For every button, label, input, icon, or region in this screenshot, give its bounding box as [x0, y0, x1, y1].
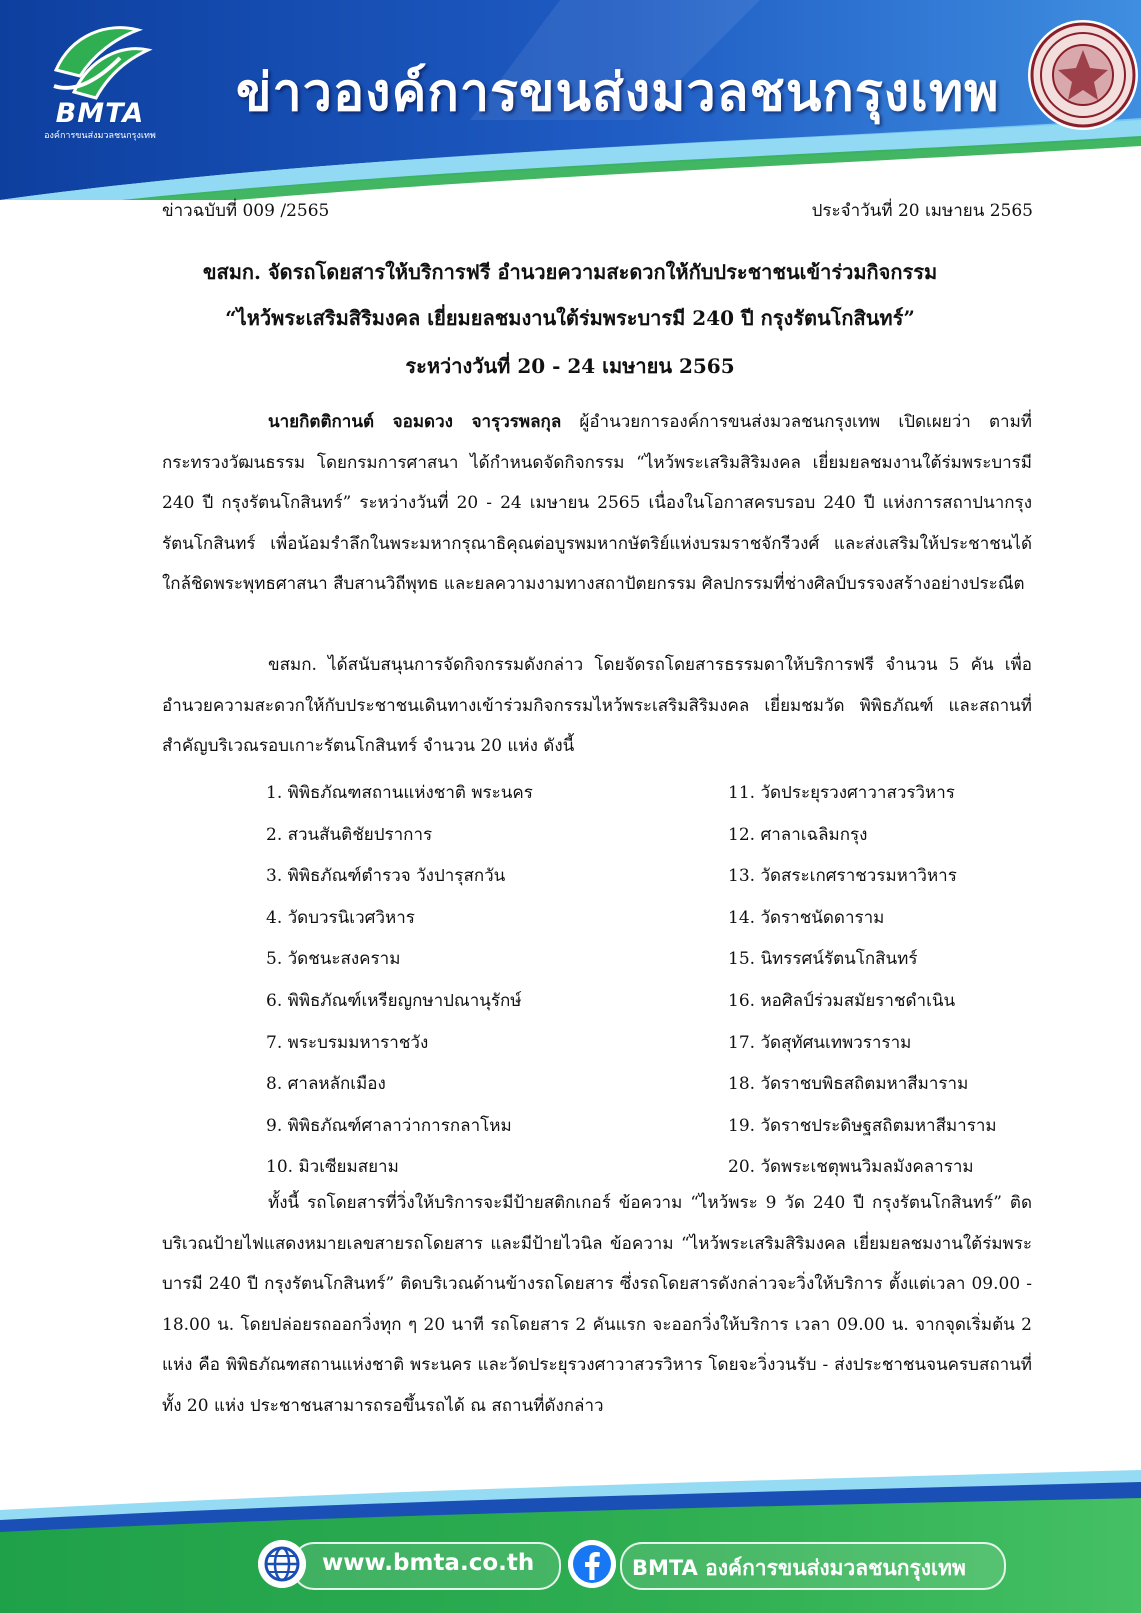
- list-item: 6. พิพิธภัณฑ์เหรียญกษาปณานุรักษ์: [266, 990, 522, 1011]
- list-item: 5. วัดชนะสงคราม: [266, 949, 401, 970]
- list-item: 18. วัดราชบพิธสถิตมหาสีมาราม: [728, 1074, 969, 1095]
- paragraph-1-text: ผู้อำนวยการองค์การขนส่งมวลชนกรุงเทพ เปิดเผยว่า ตามที่กระทรวงวัฒนธรรม โดยกรมการศาสนา ได้กำหนดจัดกิจกรรม “ไหว้พระเสริมสิริมงคล เยี่ยมยลชมงานใต้ร่มพระบารมี 240 ปี กรุงรัตนโกสินทร์” ระหว่างวันที่ 20 - 24 เมษายน 2565 เนื่องในโอกาสครบรอบ 240 ปี แห่งการสถาปนากรุงรัตนโกสินทร์ เพื่อน้อมรำลึกในพระมหากรุณาธิคุณต่อบูรพมหากษัตริย์แห่งบรมราชจักรีวงศ์ และส่งเสริมให้ประชาชนได้ใกล้ชิดพระพุทธศาสนา สืบสานวิถีพุทธ และยลความงามทางสถาปัตยกรรม ศิลปกรรมที่ช่างศิลป์บรรจงสร้างอย่างประณีต: [162, 412, 1032, 594]
- facebook-icon: [568, 1540, 616, 1588]
- list-item: 4. วัดบวรนิเวศวิหาร: [266, 907, 415, 928]
- facebook-page-link[interactable]: BMTA องค์การขนส่งมวลชนกรุงเทพ: [632, 1556, 966, 1580]
- globe-icon: [258, 1540, 306, 1588]
- list-item: 1. พิพิธภัณฑสถานแห่งชาติ พระนคร: [266, 783, 533, 803]
- footer-banner: [0, 1470, 1141, 1613]
- paragraph-2: ขสมก. ได้สนับสนุนการจัดกิจกรรมดังกล่าว โดยจัดรถโดยสารธรรมดาให้บริการฟรี จำนวน 5 คัน เพื่ออำนวยความสะดวกให้กับประชาชนเดินทางเข้าร่วมกิจกรรมไหว้พระเสริมสิริมงคล เยี่ยมชมวัด พิพิธภัณฑ์ และสถานที่สำคัญบริเวณรอบเกาะรัตนโกสินทร์ จำนวน 20 แห่ง ดังนี้: [162, 655, 1032, 756]
- headline-line-1: ขสมก. จัดรถโดยสารให้บริการฟรี อำนวยความสะดวกให้กับประชาชนเข้าร่วมกิจกรรม: [202, 260, 938, 284]
- list-item: 8. ศาลหลักเมือง: [266, 1074, 386, 1095]
- places-list-left: [266, 779, 533, 1195]
- places-list-right: [728, 779, 997, 1195]
- list-item: 19. วัดราชประดิษฐสถิตมหาสีมาราม: [728, 1115, 997, 1136]
- list-item: 11. วัดประยุรวงศาวาสวรวิหาร: [728, 783, 955, 803]
- list-item: 10. มิวเซียมสยาม: [266, 1157, 399, 1178]
- issue-date: ประจำวันที่ 20 เมษายน 2565: [811, 201, 1033, 221]
- list-item: 13. วัดสระเกศราชวรมหาวิหาร: [728, 866, 957, 887]
- seal-emblem-icon: [1026, 18, 1140, 132]
- logo-subtext: องค์การขนส่งมวลชนกรุงเทพ: [44, 131, 156, 141]
- list-item: 7. พระบรมมหาราชวัง: [266, 1032, 429, 1053]
- header-banner: [0, 0, 1141, 200]
- list-item: 9. พิพิธภัณฑ์ศาลาว่าการกลาโหม: [266, 1115, 512, 1136]
- paragraph-1: [162, 402, 1032, 605]
- issue-number: ข่าวฉบับที่ 009 /2565: [162, 201, 330, 221]
- list-item: 16. หอศิลป์ร่วมสมัยราชดำเนิน: [728, 990, 956, 1011]
- list-item: 14. วัดราชนัดดาราม: [728, 907, 885, 928]
- website-link[interactable]: www.bmta.co.th: [322, 1550, 535, 1576]
- list-item: 3. พิพิธภัณฑ์ตำรวจ วังปารุสกวัน: [266, 866, 506, 887]
- list-item: 15. นิทรรศน์รัตนโกสินทร์: [728, 949, 918, 970]
- logo-text: BMTA: [55, 98, 145, 129]
- director-name: นายกิตติกานต์ จอมดวง จารุวรพลกุล: [268, 412, 562, 432]
- list-item: 2. สวนสันติชัยปราการ: [266, 824, 433, 845]
- list-item: 17. วัดสุทัศนเทพวราราม: [728, 1032, 912, 1053]
- list-item: 20. วัดพระเชตุพนวิมลมังคลาราม: [728, 1157, 974, 1178]
- headline-line-2: “ไหว้พระเสริมสิริมงคล เยี่ยมยลชมงานใต้ร่มพระบารมี 240 ปี กรุงรัตนโกสินทร์”: [225, 306, 915, 330]
- list-item: 12. ศาลาเฉลิมกรุง: [728, 824, 868, 845]
- header-title: ข่าวองค์การขนส่งมวลชนกรุงเทพ: [236, 63, 1000, 123]
- headline-line-3: ระหว่างวันที่ 20 - 24 เมษายน 2565: [405, 354, 735, 378]
- paragraph-3: ทั้งนี้ รถโดยสารที่วิ่งให้บริการจะมีป้ายสติกเกอร์ ข้อความ “ไหว้พระ 9 วัด 240 ปี กรุงรัตนโกสินทร์” ติดบริเวณป้ายไฟแสดงหมายเลขสายรถโดยสาร และมีป้ายไวนิล ข้อความ “ไหว้พระเสริมสิริมงคล เยี่ยมยลชมงานใต้ร่มพระบารมี 240 ปี กรุงรัตนโกสินทร์” ติดบริเวณด้านข้างรถโดยสาร ซึ่งรถโดยสารดังกล่าวจะวิ่งให้บริการ ตั้งแต่เวลา 09.00 - 18.00 น. โดยปล่อยรถออกวิ่งทุก ๆ 20 นาที รถโดยสาร 2 คันแรก จะออกวิ่งให้บริการ เวลา 09.00 น. จากจุดเริ่มต้น 2 แห่ง คือ พิพิธภัณฑสถานแห่งชาติ พระนคร และวัดประยุรวงศาวาสวรวิหาร โดยจะวิ่งวนรับ - ส่งประชาชนจนครบสถานที่ทั้ง 20 แห่ง ประชาชนสามารถรอขึ้นรถได้ ณ สถานที่ดังกล่าว: [162, 1193, 1032, 1416]
